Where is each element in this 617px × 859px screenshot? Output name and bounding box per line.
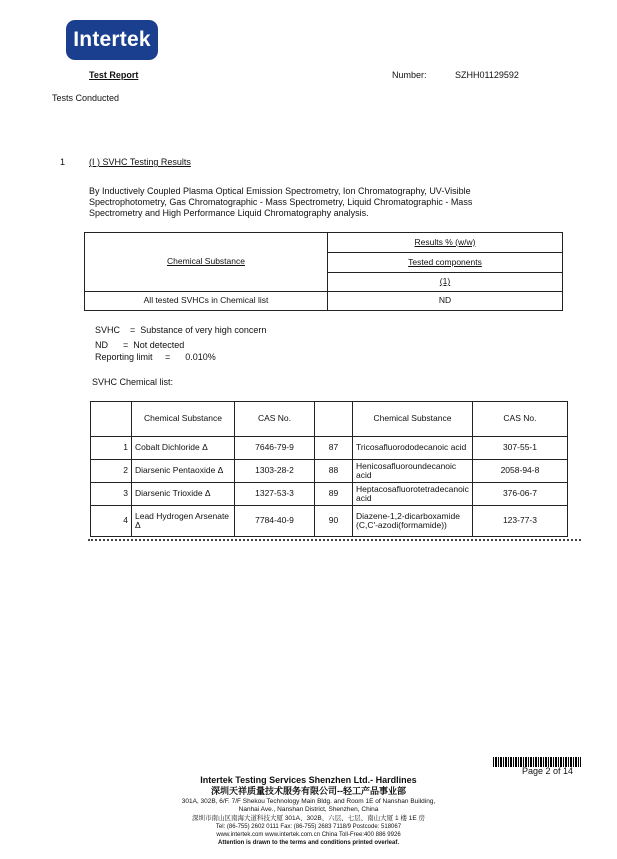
col-chemical-substance: Chemical Substance bbox=[132, 402, 235, 437]
substance-name: Diazene-1,2-dicarboxamide (C,C'-azodi(formamide)) bbox=[353, 506, 473, 537]
footer-company: Intertek Testing Services Shenzhen Ltd.- Hardlines bbox=[200, 775, 417, 785]
item-index: 1 bbox=[60, 157, 66, 167]
substance-name: Heptacosafluorotetradecanoic acid bbox=[353, 483, 473, 506]
footer-address-1: 301A, 302B, 6/F. 7/F Shekou Technology Main Bldg. and Room 1E of Nanshan Building, bbox=[181, 798, 436, 805]
substance-name: Tricosafluorododecanoic acid bbox=[353, 437, 473, 460]
page-number: Page 2 of 14 bbox=[522, 766, 574, 776]
chemical-list-table bbox=[90, 401, 568, 537]
col-index bbox=[91, 402, 132, 437]
cas-number: 7784-40-9 bbox=[235, 506, 315, 537]
cas-number: 2058-94-8 bbox=[472, 460, 567, 483]
results-row-label: All tested SVHCs in Chemical list bbox=[85, 292, 328, 311]
substance-name: Henicosafluoroundecanoic acid bbox=[353, 460, 473, 483]
cas-number: 1327-53-3 bbox=[235, 483, 315, 506]
col-cas-no-2: CAS No. bbox=[472, 402, 567, 437]
col-index-2 bbox=[315, 402, 353, 437]
logo-text: Intertek bbox=[73, 28, 151, 51]
number-label: Number: bbox=[392, 70, 427, 80]
footer-tel: Tel: (86-755) 2602 0111 Fax: (86-755) 2683 7118/9 Postcode: 518067 bbox=[215, 824, 402, 830]
section-title: Tests Conducted bbox=[52, 93, 120, 103]
table-row bbox=[91, 460, 568, 483]
method-line: Spectrophotometry, Gas Chromatographic - Mass Spectrometry, Liquid Chromatographic - Mass bbox=[89, 197, 473, 207]
cas-number: 1303-28-2 bbox=[235, 460, 315, 483]
section-divider bbox=[88, 539, 581, 541]
results-col-chemical: Chemical Substance bbox=[85, 233, 328, 292]
cas-number: 376-06-7 bbox=[472, 483, 567, 506]
chemlist-title: SVHC Chemical list: bbox=[92, 377, 174, 387]
col-chemical-substance-2: Chemical Substance bbox=[353, 402, 473, 437]
substance-name: Cobalt Dichloride Δ bbox=[132, 437, 235, 460]
row-number: 88 bbox=[315, 460, 353, 483]
legend-nd: ND = Not detected bbox=[95, 340, 185, 350]
row-number: 4 bbox=[91, 506, 132, 537]
results-col-results: Results % (w/w) bbox=[328, 233, 563, 253]
footer-address-cn: 深圳市南山区南海大道科技大厦 301A、302B、六层、七层、南山大厦 1 楼 1E 房 bbox=[192, 815, 425, 822]
table-row bbox=[91, 437, 568, 460]
report-title: Test Report bbox=[89, 70, 139, 80]
row-number: 87 bbox=[315, 437, 353, 460]
substance-name: Diarsenic Pentaoxide Δ bbox=[132, 460, 235, 483]
results-tested-components: Tested components bbox=[328, 253, 563, 273]
intertek-logo bbox=[66, 20, 158, 60]
substance-name: Diarsenic Trioxide Δ bbox=[132, 483, 235, 506]
item-title: (I ) SVHC Testing Results bbox=[89, 157, 191, 167]
footer-company-cn: 深圳天祥质量技术服务有限公司--轻工产品事业部 bbox=[211, 786, 406, 796]
col-cas-no: CAS No. bbox=[235, 402, 315, 437]
footer-attention: Attention is drawn to the terms and conditions printed overleaf. bbox=[217, 840, 400, 846]
substance-name: Lead Hydrogen Arsenate Δ bbox=[132, 506, 235, 537]
report-number: SZHH01129592 bbox=[455, 70, 519, 80]
legend-limit: Reporting limit = 0.010% bbox=[95, 352, 216, 362]
results-row-value: ND bbox=[328, 292, 563, 311]
cas-number: 123-77-3 bbox=[472, 506, 567, 537]
row-number: 3 bbox=[91, 483, 132, 506]
method-line: Spectrometry and High Performance Liquid Chromatography analysis. bbox=[89, 208, 369, 218]
results-sample-no: (1) bbox=[328, 273, 563, 292]
table-row bbox=[91, 506, 568, 537]
footer-web: www.intertek.com www.intertek.com.cn China Toll-Free:400 886 9926 bbox=[216, 832, 401, 838]
method-description bbox=[89, 186, 559, 219]
footer-address-2: Nanhai Ave., Nanshan District, Shenzhen, China bbox=[238, 806, 379, 813]
results-table bbox=[84, 232, 563, 311]
row-number: 1 bbox=[91, 437, 132, 460]
row-number: 90 bbox=[315, 506, 353, 537]
legend-svhc: SVHC = Substance of very high concern bbox=[95, 325, 267, 335]
method-line: By Inductively Coupled Plasma Optical Emission Spectrometry, Ion Chromatography, UV-Visible bbox=[89, 186, 471, 196]
cas-number: 307-55-1 bbox=[472, 437, 567, 460]
cas-number: 7646-79-9 bbox=[235, 437, 315, 460]
row-number: 89 bbox=[315, 483, 353, 506]
table-row bbox=[91, 483, 568, 506]
row-number: 2 bbox=[91, 460, 132, 483]
